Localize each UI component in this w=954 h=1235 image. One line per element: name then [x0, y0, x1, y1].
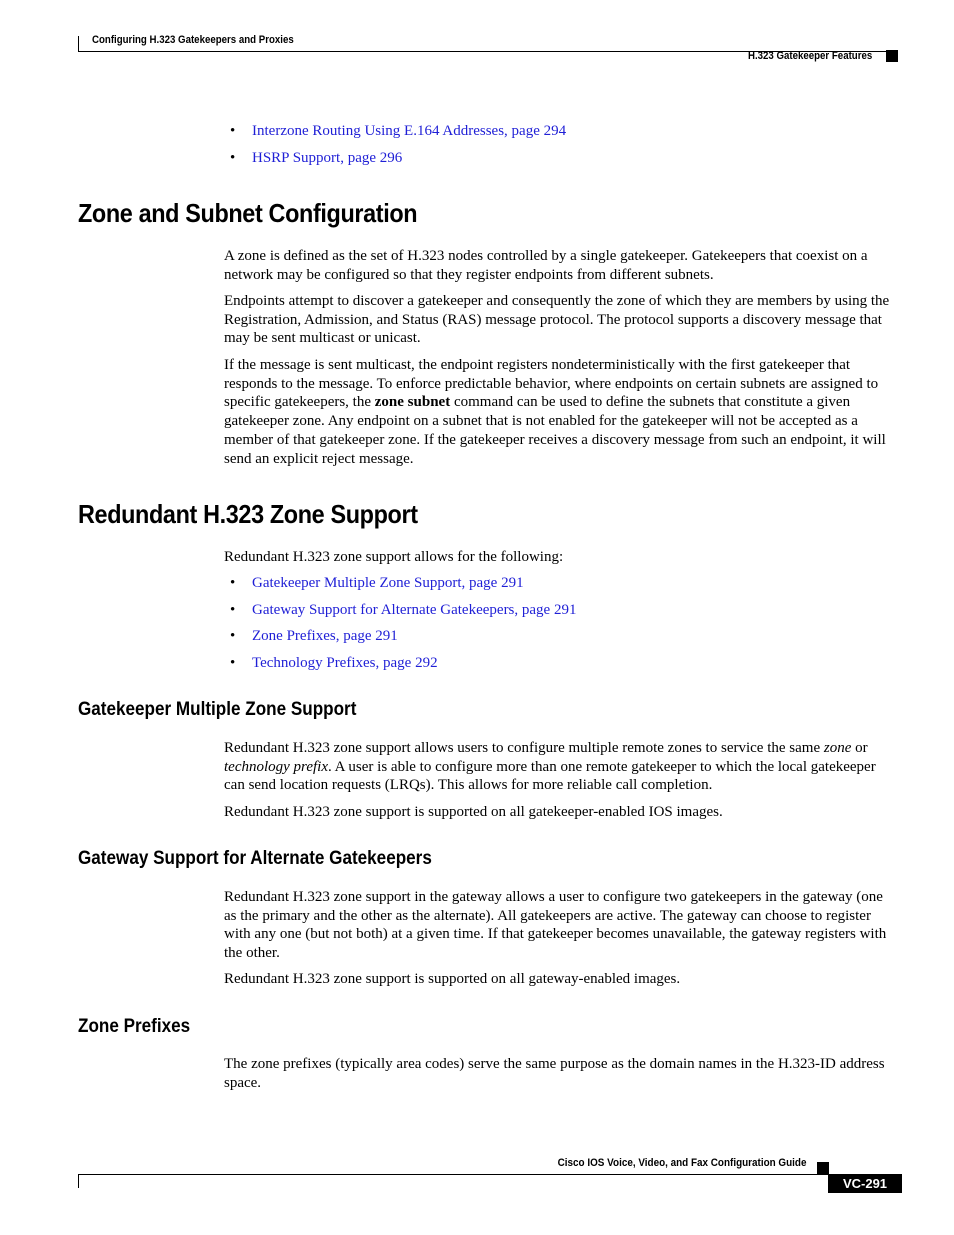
bullet: •	[230, 602, 236, 618]
link-interzone-routing[interactable]: Interzone Routing Using E.164 Addresses, page 294	[252, 123, 567, 139]
paragraph	[224, 739, 896, 795]
footer-rule	[78, 1174, 830, 1175]
heading-redundant-zone-support: Redundant H.323 Zone Support	[78, 499, 418, 529]
command-name: zone subnet	[374, 394, 451, 411]
text-run: Redundant H.323 zone support allows users to configure multiple remote zones to service the same	[224, 740, 824, 756]
text-run: or	[851, 740, 868, 756]
paragraph: The zone prefixes (typically area codes) serve the same purpose as the domain names in the H.323-ID address space.	[224, 1056, 885, 1091]
paragraph: Redundant H.323 zone support in the gateway allows a user to configure two gatekeepers in the gateway (one as the primary and the other as the alternate). All gatekeepers are active. The gateway can choose to register with any one (but not both) at a given time. If that gatekeeper becomes unavailable, the gateway registers with the other.	[224, 889, 887, 962]
paragraph: A zone is defined as the set of H.323 nodes controlled by a single gatekeeper. Gatekeepers that coexist on a network may be configured so that they register endpoints from different subnets.	[224, 248, 868, 283]
footer-page-number: VC-291	[828, 1174, 902, 1193]
footer-guide-title: Cisco IOS Voice, Video, and Fax Configuration Guide	[557, 1157, 806, 1169]
paragraph: Redundant H.323 zone support allows for the following:	[224, 549, 564, 565]
italic-term: zone	[823, 740, 852, 756]
paragraph: Redundant H.323 zone support is supported on all gateway-enabled images.	[224, 971, 681, 987]
heading-zone-prefixes: Zone Prefixes	[78, 1016, 191, 1037]
link-gateway-alternate-gatekeepers[interactable]: Gateway Support for Alternate Gatekeepers, page 291	[252, 602, 577, 618]
paragraph: Redundant H.323 zone support is supported on all gatekeeper-enabled IOS images.	[224, 804, 723, 820]
heading-gateway-alternate-gatekeepers: Gateway Support for Alternate Gatekeepers	[78, 848, 432, 869]
bullet: •	[230, 575, 236, 591]
bullet: •	[230, 150, 236, 166]
link-technology-prefixes[interactable]: Technology Prefixes, page 292	[252, 655, 438, 671]
bullet: •	[230, 655, 236, 671]
heading-gatekeeper-multiple-zone: Gatekeeper Multiple Zone Support	[78, 699, 357, 720]
text-run: If the message is sent multicast, the endpoint registers nondeterministically with the first gatekeeper that responds to the message. To enforce predictable behavior, where endpoints on certain subnets are assigned to specific gatekeepers, the	[224, 357, 879, 411]
link-gatekeeper-multiple-zone[interactable]: Gatekeeper Multiple Zone Support, page 291	[252, 575, 524, 591]
bullet: •	[230, 628, 236, 644]
header-left-bar	[78, 36, 79, 52]
paragraph: Endpoints attempt to discover a gatekeeper and consequently the zone of which they are members by using the Registration, Admission, and Status (RAS) message protocol. The protocol supports a discovery message that may be sent multicast or unicast.	[224, 293, 890, 347]
text-run: . A user is able to configure more than one remote gatekeeper to which the local gatekeeper can send location requests (LRQs). This allows for more reliable call completion.	[224, 758, 876, 794]
link-zone-prefixes[interactable]: Zone Prefixes, page 291	[252, 628, 398, 644]
paragraph	[224, 356, 896, 468]
header-marker-square	[886, 50, 898, 62]
header-chapter-title: Configuring H.323 Gatekeepers and Proxies	[92, 34, 294, 46]
bullet: •	[230, 123, 236, 139]
text-run: command can be used to define the subnets that constitute a given gatekeeper zone. Any endpoint on a subnet that is not enabled for the gatekeeper will not be accepted as a member of that gatekeeper zone. If the gatekeeper receives a discovery message from such an endpoint, it will send an explicit reject message.	[224, 394, 886, 467]
link-hsrp-support[interactable]: HSRP Support, page 296	[252, 150, 403, 166]
footer-left-bar	[78, 1174, 79, 1188]
footer-marker-square	[817, 1162, 829, 1174]
header-section-title: H.323 Gatekeeper Features	[747, 50, 872, 62]
italic-term: technology prefix	[224, 758, 328, 775]
heading-zone-subnet: Zone and Subnet Configuration	[78, 198, 418, 228]
